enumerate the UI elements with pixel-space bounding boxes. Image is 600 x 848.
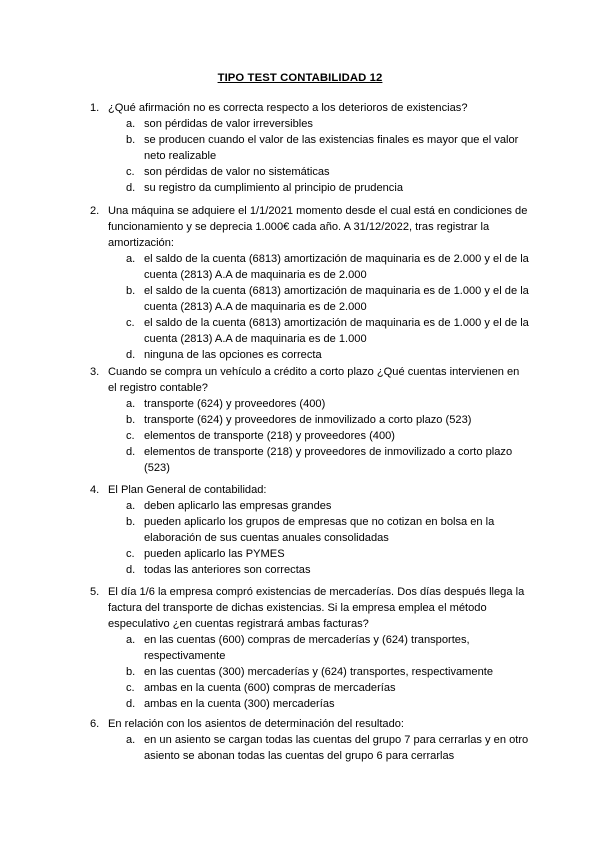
options-list: [90, 498, 530, 578]
option-letter: d.: [126, 564, 136, 576]
question-4: [90, 482, 530, 578]
option-a: [126, 498, 530, 514]
option-letter: a.: [126, 500, 136, 512]
option-text: el saldo de la cuenta (6813) amortización de maquinaria es de 2.000 y el de la cuenta (2813) A.A de maquinaria es de 2.000: [144, 253, 529, 281]
option-text: el saldo de la cuenta (6813) amortización de maquinaria es de 1.000 y el de la cuenta (2813) A.A de maquinaria es de 2.000: [144, 285, 529, 313]
option-text: ambas en la cuenta (300) mercaderías: [144, 698, 335, 710]
option-text: en un asiento se cargan todas las cuentas del grupo 7 para cerrarlas y en otro asiento se abonan todas las cuentas del grupo 6 para cerrarlas: [144, 734, 529, 762]
option-c: [126, 680, 530, 696]
question-number: 6.: [90, 718, 100, 730]
option-d: [126, 444, 530, 476]
option-d: [126, 696, 530, 712]
option-d: [126, 562, 530, 578]
option-d: [126, 180, 530, 196]
option-letter: a.: [126, 398, 136, 410]
question-text: ¿Qué afirmación no es correcta respecto a los deterioros de existencias?: [108, 102, 468, 114]
option-b: [126, 514, 530, 546]
option-c: [126, 546, 530, 562]
option-text: el saldo de la cuenta (6813) amortización de maquinaria es de 1.000 y el de la cuenta (2813) A.A de maquinaria es de 1.000: [144, 317, 529, 345]
question-1: [90, 100, 530, 196]
options-list: [90, 251, 530, 363]
question-6: [90, 716, 530, 764]
option-text: pueden aplicarlo las PYMES: [144, 548, 285, 560]
option-letter: d.: [126, 698, 136, 710]
option-text: ninguna de las opciones es correcta: [144, 349, 322, 361]
options-list: [90, 116, 530, 196]
option-c: [126, 428, 530, 444]
option-letter: d.: [126, 182, 136, 194]
option-a: [126, 396, 530, 412]
option-letter: a.: [126, 634, 136, 646]
option-letter: c.: [126, 682, 135, 694]
option-text: deben aplicarlo las empresas grandes: [144, 500, 332, 512]
option-letter: b.: [126, 414, 136, 426]
option-text: en las cuentas (600) compras de mercaderías y (624) transportes, respectivamente: [144, 634, 470, 662]
option-text: elementos de transporte (218) y proveedores (400): [144, 430, 395, 442]
option-letter: d.: [126, 446, 136, 458]
question-5: [90, 584, 530, 712]
option-text: pueden aplicarlo los grupos de empresas que no cotizan en bolsa en la elaboración de sus cuentas anuales consolidadas: [144, 516, 495, 544]
option-letter: a.: [126, 253, 136, 265]
question-text: En relación con los asientos de determinación del resultado:: [108, 718, 405, 730]
option-text: transporte (624) y proveedores de inmovilizado a corto plazo (523): [144, 414, 472, 426]
option-text: son pérdidas de valor no sistemáticas: [144, 166, 330, 178]
question-text: El Plan General de contabilidad:: [108, 484, 267, 496]
option-text: elementos de transporte (218) y proveedores de inmovilizado a corto plazo (523): [144, 446, 513, 474]
option-letter: b.: [126, 285, 136, 297]
question-text: Cuando se compra un vehículo a crédito a corto plazo ¿Qué cuentas intervienen en el registro contable?: [108, 366, 520, 394]
option-a: [126, 251, 530, 283]
option-letter: c.: [126, 166, 135, 178]
question-number: 3.: [90, 366, 100, 378]
option-letter: b.: [126, 666, 136, 678]
option-letter: d.: [126, 349, 136, 361]
option-letter: c.: [126, 317, 135, 329]
option-b: [126, 132, 530, 164]
options-list: [90, 732, 530, 764]
option-text: son pérdidas de valor irreversibles: [144, 118, 313, 130]
option-letter: a.: [126, 118, 136, 130]
option-b: [126, 664, 530, 680]
option-c: [126, 315, 530, 347]
option-text: todas las anteriores son correctas: [144, 564, 311, 576]
option-b: [126, 412, 530, 428]
option-a: [126, 116, 530, 132]
option-letter: b.: [126, 134, 136, 146]
option-a: [126, 732, 530, 764]
option-letter: c.: [126, 548, 135, 560]
question-text: El día 1/6 la empresa compró existencias de mercaderías. Dos días después llega la factura del transporte de dichas existencias. Si la empresa emplea el método especulativo ¿en cuentas registrará ambas facturas?: [108, 586, 525, 630]
question-number: 5.: [90, 586, 100, 598]
option-b: [126, 283, 530, 315]
option-a: [126, 632, 530, 664]
question-text: Una máquina se adquiere el 1/1/2021 momento desde el cual está en condiciones de funcionamiento y se deprecia 1.000€ cada año. A 31/12/2022, tras registrar la amortización:: [108, 205, 528, 249]
option-letter: b.: [126, 516, 136, 528]
option-text: en las cuentas (300) mercaderías y (624) transportes, respectivamente: [144, 666, 494, 678]
document-title: TIPO TEST CONTABILIDAD 12: [217, 72, 383, 84]
option-text: transporte (624) y proveedores (400): [144, 398, 326, 410]
question-2: [90, 203, 530, 363]
option-d: [126, 347, 530, 363]
question-number: 1.: [90, 102, 100, 114]
option-text: se producen cuando el valor de las existencias finales es mayor que el valor neto realizable: [144, 134, 519, 162]
question-3: [90, 364, 530, 476]
question-number: 2.: [90, 205, 100, 217]
question-number: 4.: [90, 484, 100, 496]
option-c: [126, 164, 530, 180]
option-text: ambas en la cuenta (600) compras de mercaderías: [144, 682, 396, 694]
option-text: su registro da cumplimiento al principio de prudencia: [144, 182, 403, 194]
options-list: [90, 632, 530, 712]
option-letter: a.: [126, 734, 136, 746]
option-letter: c.: [126, 430, 135, 442]
options-list: [90, 396, 530, 476]
